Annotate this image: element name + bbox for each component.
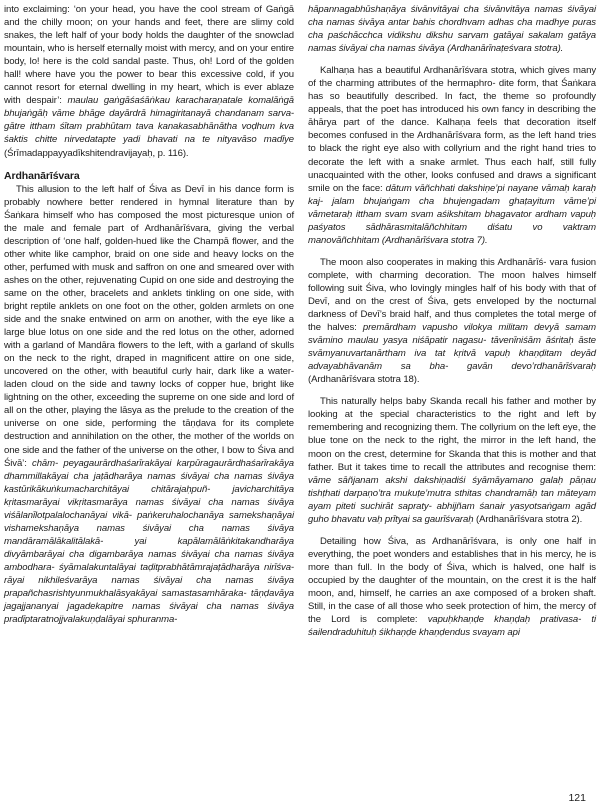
line: herself eternally moist with mercy, and on your entire — [76, 43, 294, 55]
line: excessive cold, if you cannot resort for eternal dwelling in — [4, 69, 295, 94]
paragraph-mercy: Detailing how Śiva, as Ardhanārīśvara, is only one half in everything, the poet wonders and establishes that in his mercy, he is more than full. In the body of Śiva, which is halved, one half is occupied by the daughter of the mountain, on the crest it is the half moon, and, himself, he carries an axe composed of a broken shaft. Still, in the case of all those who seek protection of him, the mercy of the Lord is complete: vapuḥkhaṇḍe khaṇḍaḥ prativasa- ti śailendraduhituḥ śikhaṇḍe khaṇḍendus svayam api — [308, 535, 597, 639]
citation: (Ardhanārīnaṭeśvara stotra). — [447, 43, 564, 55]
left-column — [4, 3, 294, 626]
line: the golden hall! where have you the power to bear this — [4, 56, 295, 81]
paragraph-hymn-quote — [4, 3, 294, 160]
citation: (Ardhanārīśvara stotra 2). — [475, 513, 583, 525]
sanskrit-verse: vāme sāñjanam akshi dakshiṇadiśi śyāmāyamano galaḥ pāṇau tishṭhati darpaṇo’tra mukuṭe’mutra sthitas chandramāḥ tan māteyam ayam piteti suchirāt sapraty- abhijñam śanair yasyotsaṅgam agād guho bhavatu vaḥ prītyai sa gaurīśvaraḥ — [308, 474, 596, 525]
section-heading: Ardhanārīśvara — [4, 169, 80, 182]
sanskrit-verse: vapuḥkhaṇḍe khaṇḍaḥ prativasa- ti śailendraduhituḥ śikhaṇḍe khaṇḍendus svayam api — [308, 614, 596, 639]
line: of Gaṅgā and the chilly moon; on your hands and feet, — [4, 4, 294, 29]
line: there are slimy cold snakes, the left half of your body — [4, 17, 294, 42]
sanskrit-verse: premārdham vapusho vilokya militam devyā samam svāmino maulau yasya niśāpatir nagasu- tāvenīniśām āśritaḥ āste svāmyanuvartanārtham iva tat kṛitvā vapuḥ khaṇḍitam deyād advayabhāvanām sa bha- gavān devo’rdhanārīśvaraḥ — [308, 322, 596, 373]
line: into exclaiming: ‘on your head, you have the cool stream — [4, 4, 250, 15]
sanskrit-verse: hāpannagabhūshaṇāya śivānvitāyai cha śivānvitāya namas śivāyai cha namas śivāya antar bahis chordhvam adhas cha madhye puras cha paśchācchca vidikshu dikshu sarvam gatāyai sakalam gatāya namas śivāyai cha namas śivāya (Ardhanārīnaṭeśvara stotra). — [308, 4, 596, 55]
sanskrit-verse: maulau gaṅgāśaśāṅkau karacharaṇatale komalāṅgā bhujaṅgāḥ vāme bhāge dayārdrā himagiritanayā chandanam sarva- gātre ittham śītam prabhūtam tava kanakasabhānātha voḍhum kva śaktis chitte nirvedatapte yadi bhavati na te nityavāso madīye — [4, 95, 294, 146]
paragraph-moon: The moon also cooperates in making this Ardhanārīś- vara fusion complete, with charming decoration. The moon halves himself following suit Śiva, who lovingly mingles half of his body with that of Devī, and on the crest of Śiva, gets enveloped by the nocturnal darkness of Devī’s braid half, and thus completes the total merge of the halves: premārdham vapusho vilokya militam devyā samam svāmino maulau yasya niśāpatir nagasu- tāvenīniśām āśritaḥ āste svāmyanuvartanārtham iva tat kṛitvā vapuḥ khaṇḍitam deyād advayabhāvanām sa bha- gavān devo’rdhanārīśvaraḥ (Ardhanārīśvara stotra 18). — [308, 256, 597, 386]
citation-page: p. 116). — [157, 147, 189, 159]
line: holds the daughter of the snowclad mountain, who is — [4, 30, 294, 55]
paragraph-kalhana: Kalhaṇa has a beautiful Ardhanārīśvara stotra, which gives many of the charming attributes of the hermaphro- dite form, that Śaṅkara has so beautifully described. In fact, the theme so profoundly appeals, that the poet has introduced his own fancy in describing the āhārya part of the dance. Kalhaṇa feels that decoration itself becomes confused in the Ardhanārīśvara form, as the left hand tries to black the right eye also with collyrium and the right hand tries to decorate the left with a snake armlet. Thus each half, still fully unacquainted with the other, looks confused and draws a significant smile on the face: dātum vāñchhati dakshiṇe’pi nayane vāmaḥ karaḥ kaj- jalam bhujaṅgam cha bhujengadam ghaṭayitum vāme’pi vāmetaraḥ ittham svam svam aśikshitam bhagavator ardham vapuḥ paśyatos sādhārasmitalāñchhitam diśatu vo vaktram manovāñchhitam (Ardhanārīśvara stotra 7). — [308, 65, 597, 246]
right-column — [308, 3, 596, 639]
citation: (Ardhanārīśvara stotra 7). — [381, 234, 488, 246]
paragraph-skanda: This naturally helps baby Skanda recall his father and mother by looking at the special characteristics to the right and left by remembering and recognizing them. The collyrium on the left eye, the blue tone on the neck to the right, the mirror in the left hand, the moon on the crest, determine for Skanda that this is mother and that father. But it takes time to recall the attributes and recognise them: vāme sāñjanam akshi dakshiṇadiśi śyāmāyamano galaḥ pāṇau tishṭhati darpaṇo’tra mukuṭe’mutra sthitas chandramāḥ tan māteyam ayam piteti suchirāt sapraty- abhijñam śanair yasyotsaṅgam agād guho bhavatu vaḥ prītyai sa gaurīśvaraḥ (Ardhanārīśvara stotra 2). — [308, 396, 596, 525]
line: my heart, which is ever ablaze with despair’: — [4, 82, 294, 107]
paragraph-ardhanarisvara: This allusion to the left half of Śiva as Devī in his dance form is probably nowhere better rendered in hymnal literature than by Śaṅkara himself who has composed the most picturesque union of the male and female part of Ardhanārīśvara, giving the verbal description of ‘one half, golden-hued like the Champā flower, and the other white like camphor, braid on one side and heavy locks on the other, perfumed with musk and saffron on one and smeared over with ashes on the other, rejuvenating Cupid on one side and destroying the same on the other, bracelets and anklets tinkling on one side, with bright reptile anklets on one foot on the other, golden armlets on one side and the snake entwined on arm on another, with the eye like a large blue lotus on one side and the red lotus on the other, adorned with a garland of Mandāra flowers to the left, with a garland of skulls on the neck to the right, draped in magnificent attire on one side, uncovered on the other, with beautiful curly hair, dark like a water-laden cloud on the side and tawny locks of copper hue, bright like lightning on the other, exceeding the supreme on one side and lord of all on the other, playing the lāsya as the prelude to the creation of the universe on one side, performing the tāṇḍava for its complete destruction and annihilation on the other, the mother of the worlds on one side and the father of the universe on the other, I bow to Śiva and Śivā’: chām- peyagaurārdhaśarīrakāyai karpūragaurārdhaśarīrakāya dhammillakāyai cha jaṭādharāya namas śivāyai cha namas śivāya kastūrikākuṅkumacharchitāyai chitārajaḥpuñ- javicharchitāya kṛitasmarāyai vikṛitasmarāya namas śivāyai cha namas śivāya viśālanīlotpalalochanāyai vikā- paṅkeruhalochanāya samekshaṇāyai vishamekshaṇāya namas śivāyai cha namas śivāya mandāramālākalitālakā- yai kapālamālāṅkitakandharāya divyāmbarāyai cha digambarāya namas śivāyai cha namas śivāya ambodhara- śyāmalakuntalāyai taḍitprabhātāmrajaṭādharāya nirīśva- rāyai nikhileśvarāya namas śivāyai cha namas śivāya prapañchasrishtyunmukhalāsyakāyai samastasamhāraka- tāṇḍavāya jagajjananyai jagadekapitre namas śivāyai cha namas śivāya pradīptaratnojjvalakuṇḍalāyai sphuranma- — [4, 183, 295, 626]
page-number: 121 — [568, 792, 586, 804]
verse-continuation — [308, 3, 596, 55]
line: body, lo! here is the cold sandal paste. Thus, oh! Lord of — [4, 56, 246, 68]
sanskrit-verse: dātum vāñchhati dakshiṇe’pi nayane vāmaḥ karaḥ kaj- jalam bhujaṅgam cha bhujengadam ghaṭayitum vāme’pi vāmetaraḥ ittham svam svam aśikshitam bhagavator ardham vapuḥ paśyatos sādhārasmitalāñchhitam diśatu vo vaktram manovāñchhitam (Ardhanārīśvara stotra 7). — [308, 182, 597, 246]
citation: (Śrīmadappayyadīkshitendravijayaḥ, — [4, 147, 156, 159]
sanskrit-verse: chām- peyagaurārdhaśarīrakāyai karpūragaurārdhaśarīrakāya dhammillakāyai cha jaṭādharāya namas śivāyai cha namas śivāya kastūrikākuṅkumacharchitāyai chitārajaḥpuñ- javicharchitāya kṛitasmarāyai vikṛitasmarāya namas śivāyai cha namas śivāya viśālanīlotpalalochanāyai vikā- paṅkeruhalochanāya samekshaṇāyai vishamekshaṇāya namas śivāyai cha namas śivāya mandāramālākalitālakā- yai kapālamālāṅkitakandharāya divyāmbarāyai cha digambarāya namas śivāyai cha namas śivāya ambodhara- śyāmalakuntalāyai taḍitprabhātāmrajaṭādharāya nirīśva- rāyai nikhileśvarāya namas śivāyai cha namas śivāya prapañchasrishtyunmukhalāsyakāyai samastasamhāraka- tāṇḍavāya jagajjananyai jagadekapitre namas śivāyai cha namas śivāya pradīptaratnojjvalakuṇḍalāyai sphuranma- — [4, 457, 295, 626]
citation: (Ardhanārīśvara stotra 18). — [308, 374, 420, 386]
